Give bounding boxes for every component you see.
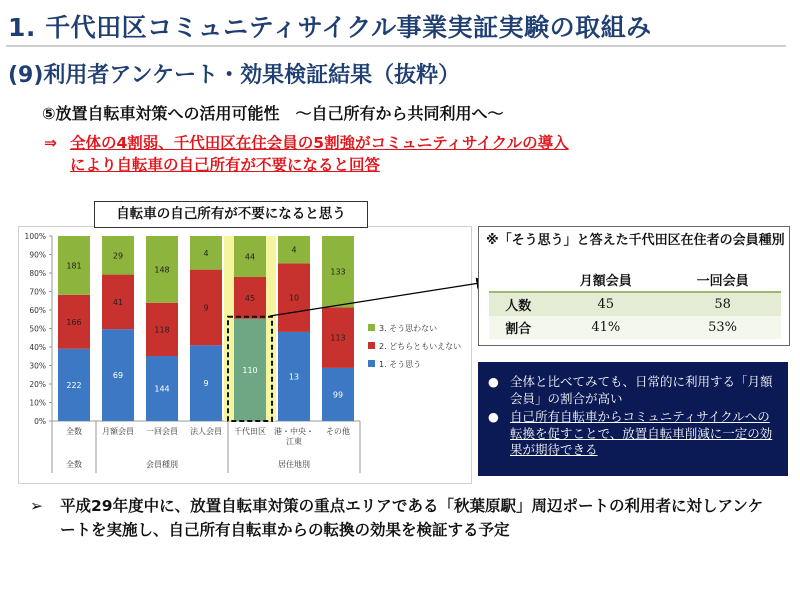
member-type-table	[489, 268, 781, 339]
bar-data-label: 133	[330, 267, 346, 277]
legend-entry: 1. そう思う	[379, 360, 422, 369]
right-arrow-icon: ⇒	[44, 134, 57, 152]
list-item	[486, 409, 782, 459]
bar-data-label: 45	[244, 293, 256, 303]
summary-note-list	[486, 374, 782, 461]
table-header-single: 一回会員	[664, 268, 781, 292]
y-tick-label: 0%	[34, 417, 46, 426]
page-subtitle: (9)利用者アンケート・効果検証結果（抜粋）	[8, 63, 461, 88]
table-header-monthly: 月額会員	[547, 268, 664, 292]
arrow-bullet-icon: ➢	[30, 497, 43, 515]
y-tick-label: 30%	[29, 361, 46, 371]
bar-data-label: 181	[66, 261, 82, 271]
legend-entry: 3. そう思わない	[379, 324, 438, 333]
bar-data-label: 118	[154, 325, 170, 335]
y-tick-label: 20%	[29, 380, 46, 389]
cell-count-monthly: 45	[547, 292, 664, 316]
bullet-icon: ●	[488, 409, 499, 424]
future-plan-text: 平成29年度中に、放置自転車対策の重点エリアである「秋葉原駅」周辺ポートの利用者に対しアンケートを実施し、自己所有自転車からの転換の効果を検証する予定	[60, 497, 764, 539]
x-group-label: 居住地別	[278, 460, 310, 469]
cell-ratio-monthly: 41%	[547, 316, 664, 339]
bar-data-label: 41	[112, 297, 124, 307]
x-category-label: その他	[326, 427, 350, 436]
section-heading: ⑤放置自転車対策への活用可能性 ～自己所有から共同利用へ～	[42, 104, 504, 123]
bar-data-label: 148	[154, 265, 170, 275]
bar-data-label: 144	[154, 384, 170, 394]
bar-data-label: 4	[291, 245, 297, 255]
table-row	[489, 316, 781, 339]
bar-data-label: 69	[112, 371, 124, 381]
list-item	[486, 374, 782, 407]
x-category-label: 全数	[66, 427, 82, 436]
y-tick-label: 40%	[29, 343, 46, 352]
bar-data-label: 222	[66, 380, 82, 390]
bar-data-label: 29	[112, 251, 124, 261]
x-group-label: 全数	[66, 460, 82, 469]
y-tick-label: 10%	[29, 398, 46, 408]
x-category-label: 江東	[286, 437, 302, 446]
x-group-label: 会員種別	[146, 460, 178, 469]
row-label-ratio: 割合	[489, 316, 547, 339]
bar-data-label: 44	[244, 252, 256, 262]
bar-data-label: 110	[242, 365, 258, 375]
y-tick-label: 80%	[29, 269, 46, 278]
table-row	[489, 292, 781, 316]
result-line-1: 全体の4割弱、千代田区在住会員の5割強がコミュニティサイクルの導入	[70, 134, 569, 152]
x-category-label: 月額会員	[102, 427, 134, 436]
y-tick-label: 60%	[29, 306, 46, 315]
table-header-blank	[489, 268, 547, 292]
bar-data-label: 4	[203, 248, 209, 258]
bar-data-label: 9	[203, 303, 209, 313]
info-box-title: ※「そう思う」と答えた千代田区在住者の会員種別	[486, 233, 785, 248]
note-text: 自己所有自転車からコミュニティサイクルへの転換を促すことで、放置自転車削減に一定の効果が期待できる	[510, 409, 773, 457]
bullet-icon: ●	[488, 374, 499, 389]
chart-title: 自転車の自己所有が不要になると思う	[94, 201, 368, 228]
cell-count-single: 58	[664, 292, 781, 316]
row-label-count: 人数	[489, 292, 547, 316]
y-tick-label: 100%	[24, 232, 46, 241]
x-category-label: 港・中央・	[274, 427, 314, 436]
result-line-2: により自転車の自己所有が不要になると回答	[70, 156, 381, 174]
bar-data-label: 99	[332, 390, 344, 400]
cell-ratio-single: 53%	[664, 316, 781, 339]
page-title: 1. 千代田区コミュニティサイクル事業実証実験の取組み	[8, 13, 652, 42]
y-tick-label: 50%	[29, 324, 46, 334]
x-category-label: 一回会員	[146, 427, 178, 436]
legend-entry: 2. どちらともいえない	[379, 342, 462, 351]
future-plan	[30, 494, 770, 542]
x-category-label: 千代田区	[234, 427, 266, 436]
bar-data-label: 13	[288, 372, 300, 382]
bar-data-label: 113	[330, 333, 346, 343]
x-category-label: 法人会員	[190, 427, 222, 436]
note-text: 全体と比べてみても、日常的に利用する「月額会員」の割合が高い	[510, 374, 773, 406]
y-tick-label: 70%	[29, 287, 46, 297]
y-tick-label: 90%	[29, 250, 46, 260]
bar-data-label: 166	[66, 317, 82, 327]
bar-data-label: 9	[203, 379, 209, 389]
bar-data-label: 10	[288, 293, 300, 303]
